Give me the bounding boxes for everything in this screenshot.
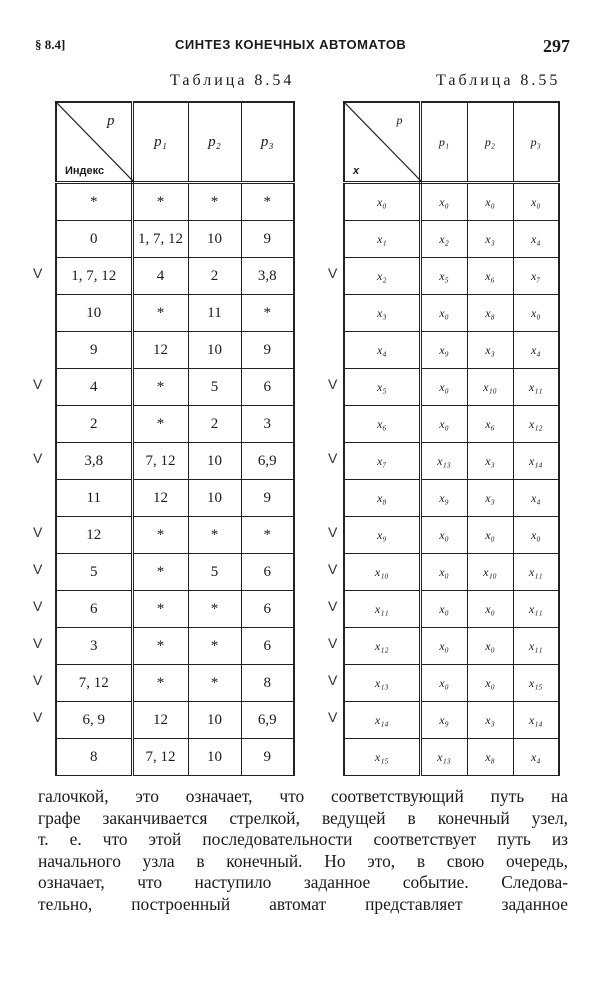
table-cell: x₁₃ xyxy=(420,739,467,776)
table-cell: * xyxy=(241,517,294,554)
table-row xyxy=(56,665,294,702)
row-label-cell: x₂ xyxy=(344,258,420,295)
table-cell: x₀ xyxy=(420,517,467,554)
table-cell: 2 xyxy=(188,406,241,443)
checkmark: V xyxy=(328,450,338,466)
body-paragraph xyxy=(38,786,568,915)
table-cell: x₀ xyxy=(467,665,513,702)
table-cell: 7, 12 xyxy=(132,739,188,776)
checkmark: V xyxy=(33,376,43,392)
table-cell: 10 xyxy=(188,332,241,369)
column-header: p₂ xyxy=(188,102,241,183)
table-cell: x₀ xyxy=(420,591,467,628)
table-cell: x₈ xyxy=(467,295,513,332)
table-row xyxy=(56,480,294,517)
table-cell: 3,8 xyxy=(241,258,294,295)
row-label-cell: 0 xyxy=(56,221,132,258)
text-line: означает, что наступило заданное событие. Следова- xyxy=(38,872,568,892)
table-row xyxy=(344,221,559,258)
table-cell: 10 xyxy=(188,443,241,480)
row-label-cell: 3 xyxy=(56,628,132,665)
table-row xyxy=(344,591,559,628)
table-cell: x₃ xyxy=(467,443,513,480)
table-cell: 6,9 xyxy=(241,443,294,480)
table-cell: x₃ xyxy=(467,221,513,258)
row-label-cell: x₁₂ xyxy=(344,628,420,665)
table-row xyxy=(56,183,294,221)
corner-bottom-label: x xyxy=(353,165,360,177)
table-cell: x₀ xyxy=(513,295,559,332)
text-line: начального узла в конечный. Но это, в свою очередь, xyxy=(38,850,568,871)
row-label-cell: 10 xyxy=(56,295,132,332)
page-number: 297 xyxy=(543,36,570,56)
row-label-cell: 7, 12 xyxy=(56,665,132,702)
table-cell: * xyxy=(132,665,188,702)
table-cell: x₁₁ xyxy=(513,628,559,665)
table-cell: 8 xyxy=(241,665,294,702)
row-label-cell: * xyxy=(56,183,132,221)
table-row xyxy=(56,739,294,776)
column-header: p₂ xyxy=(467,102,513,183)
table-cell: x₁₁ xyxy=(513,554,559,591)
table-cell: x₁₀ xyxy=(467,554,513,591)
row-label-cell: x₈ xyxy=(344,480,420,517)
table-cell: 5 xyxy=(188,554,241,591)
table-row xyxy=(344,554,559,591)
table-cell: * xyxy=(241,183,294,221)
table-cell: 1, 7, 12 xyxy=(132,221,188,258)
table-row xyxy=(344,332,559,369)
table-cell: * xyxy=(132,183,188,221)
corner-cell xyxy=(56,102,132,183)
row-label-cell: x₁₁ xyxy=(344,591,420,628)
table-cell: x₀ xyxy=(467,183,513,221)
row-label-cell: 2 xyxy=(56,406,132,443)
row-label-cell: x₁ xyxy=(344,221,420,258)
row-label-cell: x₄ xyxy=(344,332,420,369)
table-row xyxy=(344,369,559,406)
table-cell: * xyxy=(188,591,241,628)
checkmark: V xyxy=(328,376,338,392)
table-cell: x₀ xyxy=(513,517,559,554)
table-cell: 9 xyxy=(241,739,294,776)
row-label-cell: 5 xyxy=(56,554,132,591)
checkmark: V xyxy=(328,598,338,614)
table-cell: 10 xyxy=(188,480,241,517)
table-cell: x₀ xyxy=(420,183,467,221)
table-row xyxy=(344,480,559,517)
table-cell: 10 xyxy=(188,702,241,739)
table-854-caption: Таблица 8.54 xyxy=(170,72,295,89)
table-855-caption: Таблица 8.55 xyxy=(436,72,561,89)
row-label-cell: x₅ xyxy=(344,369,420,406)
checkmark: V xyxy=(33,709,43,725)
column-header: p₁ xyxy=(420,102,467,183)
table-cell: 12 xyxy=(132,702,188,739)
row-label-cell: x₃ xyxy=(344,295,420,332)
table-row xyxy=(344,628,559,665)
checkmark: V xyxy=(328,561,338,577)
row-label-cell: x₀ xyxy=(344,183,420,221)
table-row xyxy=(56,628,294,665)
table-cell: x₁₄ xyxy=(513,702,559,739)
checkmark: V xyxy=(328,635,338,651)
text-line: галочкой, это означает, что соответствующий путь на xyxy=(38,786,568,806)
row-label-cell: x₁₄ xyxy=(344,702,420,739)
text-line: тельно, построенный автомат представляет заданное xyxy=(38,893,568,914)
checkmark: V xyxy=(33,598,43,614)
table-row xyxy=(56,591,294,628)
table-cell: x₀ xyxy=(420,665,467,702)
table-cell: 10 xyxy=(188,739,241,776)
table-row xyxy=(56,332,294,369)
table-cell: x₁₁ xyxy=(513,369,559,406)
table-cell: x₆ xyxy=(467,258,513,295)
table-cell: x₆ xyxy=(467,406,513,443)
row-label-cell: 8 xyxy=(56,739,132,776)
table-cell: x₇ xyxy=(513,258,559,295)
table-cell: x₄ xyxy=(513,480,559,517)
table-row xyxy=(56,406,294,443)
row-label-cell: x₁₀ xyxy=(344,554,420,591)
corner-top-label: p xyxy=(107,113,115,129)
table-cell: * xyxy=(132,628,188,665)
table-cell: x₄ xyxy=(513,221,559,258)
table-cell: * xyxy=(188,183,241,221)
table-cell: 2 xyxy=(188,258,241,295)
table-row xyxy=(56,517,294,554)
table-cell: 6 xyxy=(241,591,294,628)
table-row xyxy=(56,702,294,739)
table-cell: 4 xyxy=(132,258,188,295)
corner-cell xyxy=(344,102,420,183)
table-row xyxy=(56,295,294,332)
corner-bottom-label: Индекс xyxy=(65,165,105,177)
table-cell: * xyxy=(188,628,241,665)
table-row xyxy=(344,443,559,480)
table-855 xyxy=(343,101,560,776)
table-cell: x₃ xyxy=(467,332,513,369)
table-cell: x₀ xyxy=(420,369,467,406)
checkmark: V xyxy=(33,635,43,651)
table-cell: x₀ xyxy=(513,183,559,221)
row-label-cell: 9 xyxy=(56,332,132,369)
table-row xyxy=(344,406,559,443)
running-title: СИНТЕЗ КОНЕЧНЫХ АВТОМАТОВ xyxy=(175,37,407,52)
table-row xyxy=(344,702,559,739)
table-cell: x₉ xyxy=(420,702,467,739)
table-cell: 3 xyxy=(241,406,294,443)
table-cell: x₁₅ xyxy=(513,665,559,702)
table-cell: x₄ xyxy=(513,739,559,776)
checkmark: V xyxy=(33,672,43,688)
row-label-cell: 6 xyxy=(56,591,132,628)
text-line: т. е. что этой последовательности соответствует путь из xyxy=(38,829,568,849)
checkmark: V xyxy=(33,561,43,577)
column-header: p₁ xyxy=(132,102,188,183)
table-cell: x₁₀ xyxy=(467,369,513,406)
row-label-cell: x₁₅ xyxy=(344,739,420,776)
table-cell: x₃ xyxy=(467,702,513,739)
table-cell: x₀ xyxy=(467,517,513,554)
table-cell: 12 xyxy=(132,480,188,517)
table-cell: 6 xyxy=(241,369,294,406)
table-cell: * xyxy=(188,517,241,554)
row-label-cell: x₆ xyxy=(344,406,420,443)
checkmark: V xyxy=(328,709,338,725)
checkmark: V xyxy=(33,524,43,540)
header-row xyxy=(344,102,559,183)
table-cell: x₁₃ xyxy=(420,443,467,480)
table-cell: x₀ xyxy=(420,295,467,332)
row-label-cell: x₁₃ xyxy=(344,665,420,702)
table-cell: x₁₂ xyxy=(513,406,559,443)
table-cell: 10 xyxy=(188,221,241,258)
table-cell: x₃ xyxy=(467,480,513,517)
header-row xyxy=(56,102,294,183)
table-cell: * xyxy=(132,554,188,591)
row-label-cell: x₉ xyxy=(344,517,420,554)
table-cell: x₀ xyxy=(467,591,513,628)
table-cell: x₀ xyxy=(420,406,467,443)
checkmark: V xyxy=(33,265,43,281)
table-cell: 7, 12 xyxy=(132,443,188,480)
table-cell: 9 xyxy=(241,480,294,517)
table-cell: * xyxy=(241,295,294,332)
row-label-cell: 4 xyxy=(56,369,132,406)
table-row xyxy=(344,665,559,702)
table-cell: * xyxy=(132,295,188,332)
table-cell: 6 xyxy=(241,554,294,591)
row-label-cell: 6, 9 xyxy=(56,702,132,739)
table-cell: x₁₄ xyxy=(513,443,559,480)
table-row xyxy=(56,258,294,295)
table-cell: x₉ xyxy=(420,480,467,517)
table-row xyxy=(56,221,294,258)
table-cell: x₁₁ xyxy=(513,591,559,628)
table-cell: x₀ xyxy=(467,628,513,665)
corner-top-label: p xyxy=(396,113,403,127)
row-label-cell: 3,8 xyxy=(56,443,132,480)
row-label-cell: x₇ xyxy=(344,443,420,480)
table-cell: x₀ xyxy=(420,628,467,665)
table-row xyxy=(344,295,559,332)
table-cell: x₅ xyxy=(420,258,467,295)
table-cell: x₂ xyxy=(420,221,467,258)
table-cell: x₀ xyxy=(420,554,467,591)
row-label-cell: 12 xyxy=(56,517,132,554)
table-cell: x₈ xyxy=(467,739,513,776)
table-row xyxy=(56,554,294,591)
checkmark: V xyxy=(33,450,43,466)
row-label-cell: 1, 7, 12 xyxy=(56,258,132,295)
text-line: графе заканчивается стрелкой, ведущей в конечный узел, xyxy=(38,807,568,828)
column-header: p₃ xyxy=(513,102,559,183)
table-854 xyxy=(55,101,295,776)
table-cell: 5 xyxy=(188,369,241,406)
checkmark: V xyxy=(328,524,338,540)
row-label-cell: 11 xyxy=(56,480,132,517)
column-header: p₃ xyxy=(241,102,294,183)
table-cell: 9 xyxy=(241,332,294,369)
table-cell: * xyxy=(132,406,188,443)
table-cell: * xyxy=(188,665,241,702)
table-cell: 6 xyxy=(241,628,294,665)
table-cell: x₄ xyxy=(513,332,559,369)
table-row xyxy=(344,517,559,554)
table-cell: 9 xyxy=(241,221,294,258)
section-ref: § 8.4] xyxy=(35,37,66,52)
table-row xyxy=(344,739,559,776)
table-row xyxy=(344,258,559,295)
checkmark: V xyxy=(328,265,338,281)
table-cell: * xyxy=(132,591,188,628)
table-cell: * xyxy=(132,369,188,406)
table-cell: 11 xyxy=(188,295,241,332)
table-row xyxy=(344,183,559,221)
table-cell: x₉ xyxy=(420,332,467,369)
table-row xyxy=(56,443,294,480)
table-cell: 6,9 xyxy=(241,702,294,739)
table-cell: 12 xyxy=(132,332,188,369)
table-cell: * xyxy=(132,517,188,554)
table-row xyxy=(56,369,294,406)
checkmark: V xyxy=(328,672,338,688)
